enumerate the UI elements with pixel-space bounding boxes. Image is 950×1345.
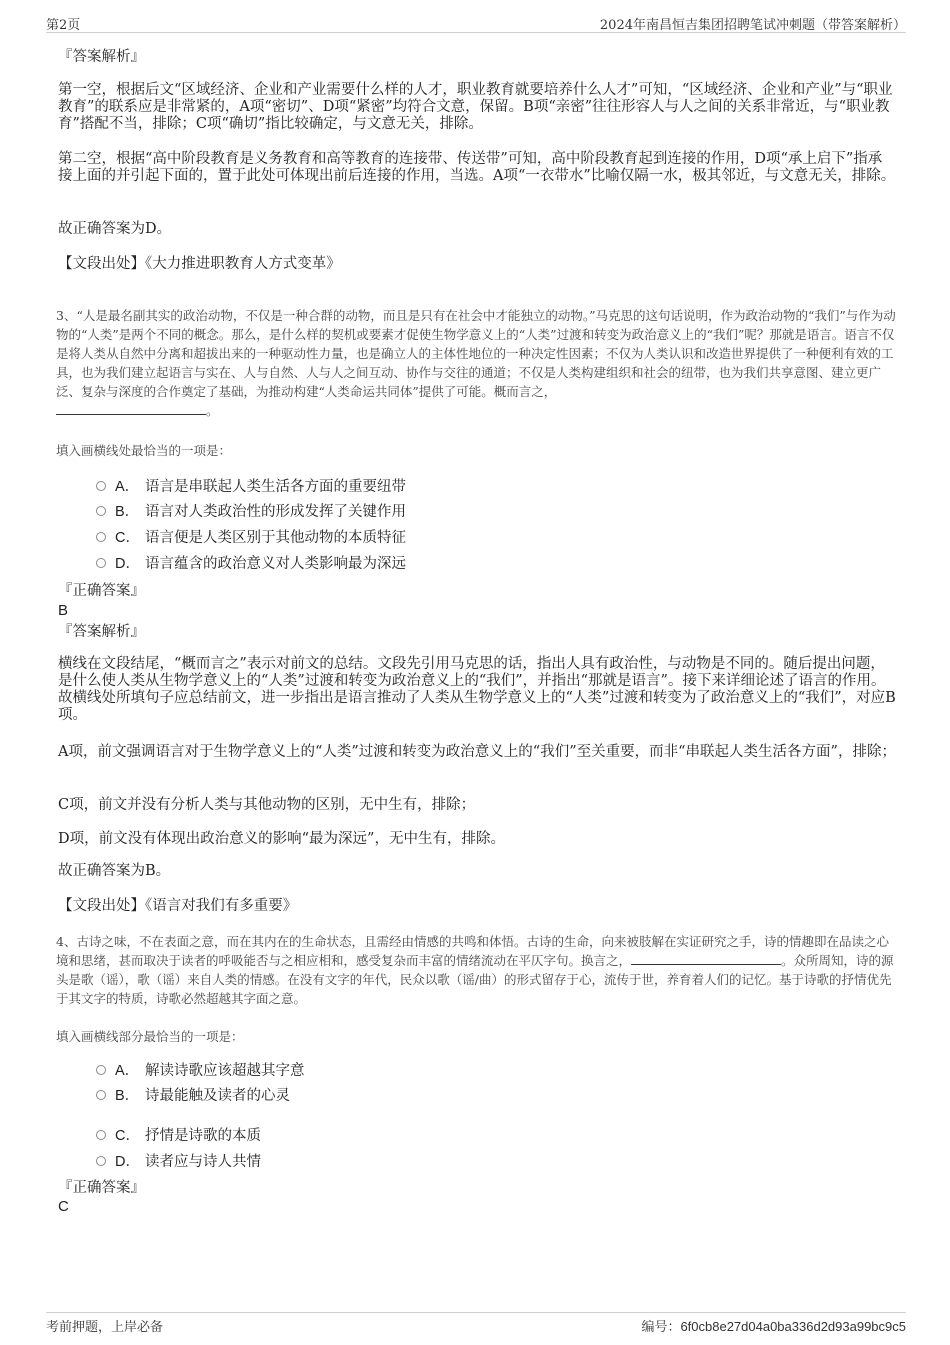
q3-analysis-para4: D项，前文没有体现出政治意义的影响“最为深远”，无中生有，排除。	[58, 831, 505, 847]
q4-option-b[interactable]	[96, 1087, 290, 1105]
option-text: 解读诗歌应该超越其字意	[145, 1063, 305, 1079]
option-letter: A．	[115, 479, 140, 495]
footer-slogan: 考前押题，上岸必备	[46, 1320, 164, 1335]
document-title: 2024年南昌恒吉集团招聘笔试冲刺题（带答案解析）	[599, 18, 906, 33]
q2-conclusion: 故正确答案为D。	[58, 221, 172, 237]
radio-icon[interactable]	[96, 1090, 106, 1100]
radio-icon[interactable]	[96, 558, 106, 568]
page-number: 第2页	[46, 18, 81, 33]
option-letter: C．	[115, 530, 140, 546]
option-text: 语言对人类政治性的形成发挥了关键作用	[145, 504, 406, 520]
q3-option-c[interactable]	[96, 529, 406, 547]
option-text: 诗最能触及读者的心灵	[145, 1088, 290, 1104]
q4-stem-text-2: 。众所周知，诗的源头是歌（谣），歌（谣）来自人类的情感。在没有文字的年代，民众以歌（谣/曲）的形式留存于心，流传于世，养育着人们的记忆。基于诗歌的抒情优先于其文字的特质，诗歌必然超越其字面之意。	[56, 953, 894, 1006]
q3-correct-label: 『正确答案』	[58, 583, 145, 599]
q3-stem	[56, 306, 896, 420]
q4-correct-answer: C	[58, 1198, 69, 1215]
q4-stem-text: 4、古诗之味，不在表面之意，而在其内在的生命状态，且需经由情感的共鸣和体悟。古诗的生命，向来被肢解在实证研究之手，诗的情趣即在品读之心境和思绪，甚而取决于读者的呼吸能否与之相应相和，感受复杂而丰富的情绪流动在平仄字句。换言之，	[56, 934, 889, 968]
radio-icon[interactable]	[96, 506, 106, 516]
q4-option-d[interactable]	[96, 1153, 261, 1171]
page-header	[46, 12, 906, 33]
q3-conclusion: 故正确答案为B。	[58, 863, 171, 879]
q4-blank	[631, 954, 781, 965]
radio-icon[interactable]	[96, 481, 106, 491]
q3-stem-end: 。	[206, 403, 219, 418]
q3-option-b[interactable]	[96, 503, 406, 521]
option-text: 语言蕴含的政治意义对人类影响最为深远	[145, 556, 406, 572]
option-letter: C．	[115, 1128, 140, 1144]
q3-analysis-para1: 横线在文段结尾，“概而言之”表示对前文的总结。文段先引用马克思的话，指出人具有政治性，与动物是不同的。随后提出问题，是什么使人类从生物学意义上的“人类”过渡和转变为政治意义上的“我们”，并指出“那就是语言”。接下来详细论述了语言的作用。故横线处所填句子应总结前文，进一步指出是语言推动了人类从生物学意义上的“人类”过渡和转变为了政治意义上的“我们”，对应B项。	[58, 656, 896, 723]
q3-analysis-para3: C项，前文并没有分析人类与其他动物的区别，无中生有，排除；	[58, 797, 476, 813]
q2-analysis-para1: 第一空，根据后文“区域经济、企业和产业需要什么样的人才，职业教育就要培养什么人才”可知，“区域经济、企业和产业”与“职业教育”的联系应是非常紧的，A项“密切”、D项“紧密”均符合文意，保留。B项“亲密”往往形容人与人之间的关系非常近，与“职业教育”搭配不当，排除；C项“确切”指比较确定，与文意无关，排除。	[58, 82, 893, 132]
page-footer	[46, 1312, 906, 1333]
option-letter: D．	[115, 556, 140, 572]
radio-icon[interactable]	[96, 532, 106, 542]
option-letter: A．	[115, 1063, 140, 1079]
q3-analysis-label: 『答案解析』	[58, 624, 145, 640]
option-text: 读者应与诗人共情	[145, 1154, 261, 1170]
q4-stem	[56, 932, 896, 1008]
radio-icon[interactable]	[96, 1156, 106, 1166]
q3-blank	[56, 404, 206, 415]
q4-option-a[interactable]	[96, 1062, 305, 1080]
option-letter: B．	[115, 504, 140, 520]
option-text: 抒情是诗歌的本质	[145, 1128, 261, 1144]
q3-correct-answer: B	[58, 602, 69, 619]
q2-analysis-label: 『答案解析』	[58, 49, 145, 65]
option-text: 语言是串联起人类生活各方面的重要纽带	[145, 479, 406, 495]
q3-stem-text: 3、“人是最名副其实的政治动物，不仅是一种合群的动物，而且是只有在社会中才能独立的动物。”马克思的这句话说明，作为政治动物的“我们”与作为动物的“人类”是两个不同的概念。那么，是什么样的契机或要素才促使生物学意义上的“人类”过渡和转变为政治意义上的“我们”呢？那就是语言。语言不仅是将人类从自然中分离和超拔出来的一种驱动性力量，也是确立人的主体性地位的一种决定性因素；不仅为人类认识和改造世界提供了一种便利有效的工具，也为我们建立起语言与实在、人与自然、人与人之间互动、协作与交往的通道；不仅是人类构建组织和社会的纽带，也为我们共享意图、建立更广泛、复杂与深度的合作奠定了基础，为推动构建“人类命运共同体”提供了可能。概而言之，	[56, 308, 896, 399]
document-id: 编号：6f0cb8e27d04a0ba336d2d93a99bc9c5	[641, 1319, 906, 1334]
radio-icon[interactable]	[96, 1130, 106, 1140]
option-letter: D．	[115, 1154, 140, 1170]
q4-option-c[interactable]	[96, 1127, 261, 1145]
q2-analysis-para2: 第二空，根据“高中阶段教育是义务教育和高等教育的连接带、传送带”可知，高中阶段教育起到连接的作用，D项“承上启下”指承接上面的并引起下面的，置于此处可体现出前后连接的作用，当选。A项“一衣带水”比喻仅隔一水，极其邻近，与文意无关，排除。	[58, 151, 896, 184]
option-letter: B．	[115, 1088, 140, 1104]
q3-analysis-para2: A项，前文强调语言对于生物学意义上的“人类”过渡和转变为政治意义上的“我们”至关重要，而非“串联起人类生活各方面”，排除；	[58, 744, 896, 760]
q3-prompt: 填入画横线处最恰当的一项是：	[56, 443, 232, 458]
q3-option-a[interactable]	[96, 478, 406, 496]
q4-correct-label: 『正确答案』	[58, 1180, 145, 1196]
option-text: 语言便是人类区别于其他动物的本质特征	[145, 530, 406, 546]
q4-prompt: 填入画横线部分最恰当的一项是：	[56, 1029, 244, 1044]
q3-option-d[interactable]	[96, 555, 406, 573]
radio-icon[interactable]	[96, 1065, 106, 1075]
q3-source: 【文段出处】《语言对我们有多重要》	[58, 898, 298, 914]
q2-source: 【文段出处】《大力推进职教育人方式变革》	[58, 256, 341, 272]
